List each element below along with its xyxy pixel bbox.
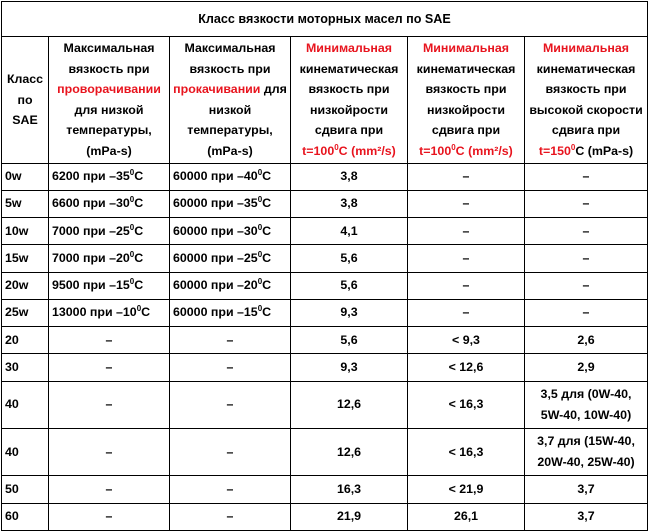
cell-hths: 3,7	[525, 476, 648, 503]
cell-kinematic-max: 26,1	[408, 503, 525, 530]
cell-pumping: 60000 при $-15^0C$	[170, 299, 291, 326]
cell-pumping: –	[170, 503, 291, 530]
cell-cranking: 7000 при $-25^0C$	[49, 218, 170, 245]
cell-kinematic-min: 5,6	[291, 327, 408, 354]
header-cranking-viscosity: Максимальная вязкость при проворачивании для низкой температуры, (mPa-s)	[49, 37, 170, 163]
cell-class: 25w	[2, 299, 49, 326]
cell-kinematic-min: 3,8	[291, 163, 408, 190]
cell-class: 10w	[2, 218, 49, 245]
cell-kinematic-min: 16,3	[291, 476, 408, 503]
cell-hths: 2,9	[525, 354, 648, 381]
cell-hths: –	[525, 299, 648, 326]
header-hths: Минимальная кинематическая вязкость при высокой скорости сдвига при $t=150^0C$ (mPa-s)	[525, 37, 648, 163]
table-row	[2, 163, 648, 190]
cell-hths: –	[525, 272, 648, 299]
table-row	[2, 476, 648, 503]
cell-kinematic-min: 21,9	[291, 503, 408, 530]
cell-hths: –	[525, 245, 648, 272]
cell-pumping: 60000 при $-30^0C$	[170, 218, 291, 245]
cell-kinematic-max: < 16,3	[408, 381, 525, 428]
cell-hths: –	[525, 218, 648, 245]
cell-hths: 3,7 для (15W-40, 20W-40, 25W-40)	[525, 428, 648, 475]
cell-kinematic-max: –	[408, 218, 525, 245]
table-row	[2, 299, 648, 326]
cell-pumping: –	[170, 476, 291, 503]
cell-pumping: 60000 при $-25^0C$	[170, 245, 291, 272]
cell-class: 0w	[2, 163, 49, 190]
cell-hths: –	[525, 163, 648, 190]
cell-cranking: –	[49, 327, 170, 354]
cell-class: 40	[2, 381, 49, 428]
cell-class: 40	[2, 428, 49, 475]
cell-class: 60	[2, 503, 49, 530]
cell-cranking: 13000 при $-10^0C$	[49, 299, 170, 326]
header-pumping-viscosity: Максимальная вязкость при прокачивании для низкой температуры, (mPa-s)	[170, 37, 291, 163]
cell-kinematic-max: –	[408, 299, 525, 326]
cell-hths: 3,7	[525, 503, 648, 530]
cell-cranking: 7000 при $-20^0C$	[49, 245, 170, 272]
header-sae-class: Класс по SAE	[2, 37, 49, 163]
cell-class: 15w	[2, 245, 49, 272]
cell-class: 20	[2, 327, 49, 354]
cell-class: 5w	[2, 190, 49, 217]
cell-cranking: –	[49, 381, 170, 428]
cell-kinematic-max: –	[408, 190, 525, 217]
cell-kinematic-max: < 12,6	[408, 354, 525, 381]
table-row	[2, 218, 648, 245]
cell-pumping: 60000 при $-35^0C$	[170, 190, 291, 217]
cell-hths: 2,6	[525, 327, 648, 354]
cell-kinematic-min: 3,8	[291, 190, 408, 217]
cell-kinematic-min: 9,3	[291, 299, 408, 326]
cell-pumping: –	[170, 327, 291, 354]
cell-kinematic-max: –	[408, 272, 525, 299]
cell-kinematic-min: 12,6	[291, 381, 408, 428]
table-row	[2, 428, 648, 475]
cell-cranking: –	[49, 354, 170, 381]
header-row	[2, 37, 648, 163]
cell-pumping: –	[170, 381, 291, 428]
sae-viscosity-table	[1, 1, 648, 531]
table-row	[2, 190, 648, 217]
table-row	[2, 272, 648, 299]
cell-kinematic-max: –	[408, 163, 525, 190]
cell-kinematic-min: 4,1	[291, 218, 408, 245]
cell-kinematic-max: < 9,3	[408, 327, 525, 354]
table-row	[2, 327, 648, 354]
cell-cranking: –	[49, 503, 170, 530]
cell-class: 20w	[2, 272, 49, 299]
cell-class: 50	[2, 476, 49, 503]
cell-kinematic-min: 5,6	[291, 245, 408, 272]
table-row	[2, 354, 648, 381]
cell-kinematic-max: < 16,3	[408, 428, 525, 475]
table-row	[2, 503, 648, 530]
cell-kinematic-min: 5,6	[291, 272, 408, 299]
header-kinematic-max: Минимальная кинематическая вязкость при низкойрости сдвига при $t=100^0C$ (mm²/s)	[408, 37, 525, 163]
table-row	[2, 245, 648, 272]
cell-hths: –	[525, 190, 648, 217]
table-row	[2, 381, 648, 428]
cell-class: 30	[2, 354, 49, 381]
cell-kinematic-max: –	[408, 245, 525, 272]
cell-hths: 3,5 для (0W-40, 5W-40, 10W-40)	[525, 381, 648, 428]
cell-pumping: –	[170, 354, 291, 381]
cell-cranking: 6600 при $-30^0C$	[49, 190, 170, 217]
cell-cranking: –	[49, 476, 170, 503]
cell-pumping: –	[170, 428, 291, 475]
cell-pumping: 60000 при $-40^0C$	[170, 163, 291, 190]
header-kinematic-min: Минимальная кинематическая вязкость при низкойрости сдвига при $t=100^0C$ (mm²/s)	[291, 37, 408, 163]
cell-cranking: –	[49, 428, 170, 475]
cell-cranking: 6200 при $-35^0C$	[49, 163, 170, 190]
cell-kinematic-max: < 21,9	[408, 476, 525, 503]
cell-cranking: 9500 при $-15^0C$	[49, 272, 170, 299]
table-title: Класс вязкости моторных масел по SAE	[2, 2, 648, 37]
cell-kinematic-min: 12,6	[291, 428, 408, 475]
cell-pumping: 60000 при $-20^0C$	[170, 272, 291, 299]
cell-kinematic-min: 9,3	[291, 354, 408, 381]
